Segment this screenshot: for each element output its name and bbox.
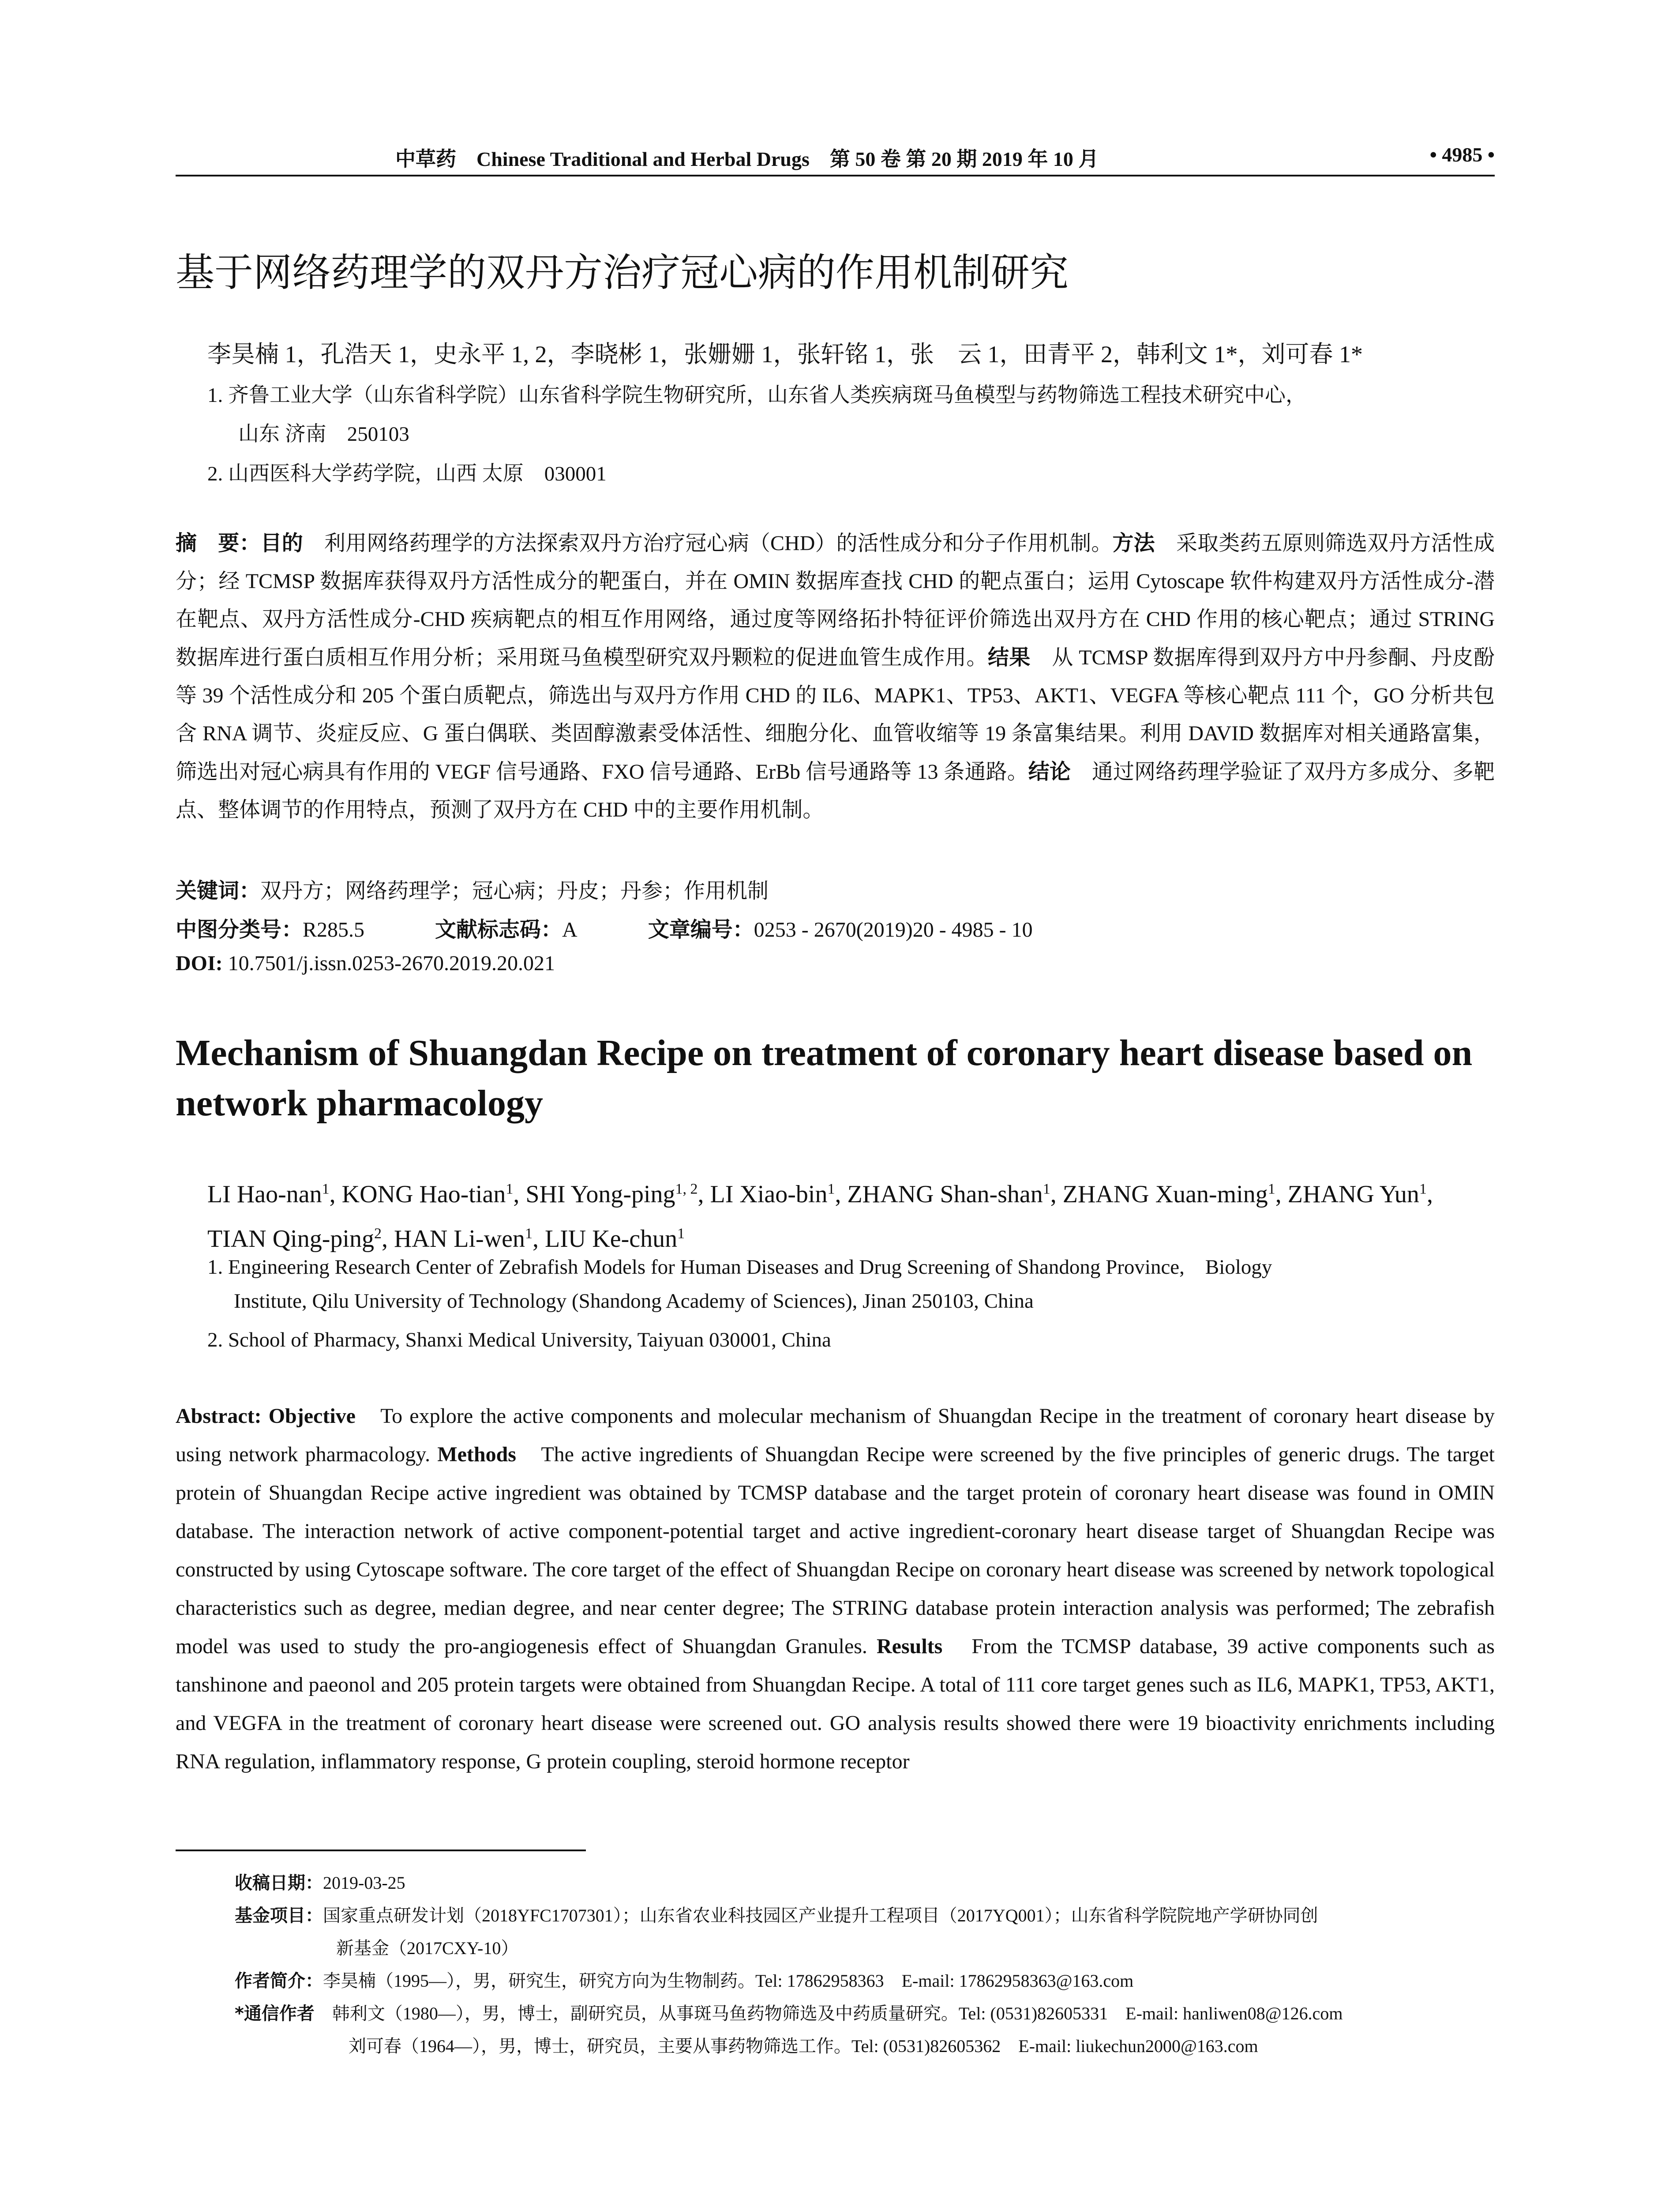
received-label: 收稿日期： (235, 1873, 323, 1893)
cn-objective-text: 利用网络药理学的方法探索双丹方治疗冠心病（CHD）的活性成分和分子作用机制。 (303, 532, 1113, 555)
en-author-4: LI Xiao-bin$^1$, (710, 1180, 848, 1208)
doi-value: 10.7501/j.issn.0253-2670.2019.20.021 (228, 952, 555, 975)
en-title: Mechanism of Shuangdan Recipe on treatment of coronary heart disease based on network pharmacology (176, 1032, 1473, 1124)
cn-title: 基于网络药理学的双丹方治疗冠心病的作用机制研究 (176, 250, 1069, 295)
en-methods-text: The active ingredients of Shuangdan Recipe were screened by the five principles of generic drugs. The target protein of Shuangdan Recipe active ingredient was obtained by TCMSP database and the target protein of coronary heart disease was found in OMIN database. The interaction network of active component-potential target and active ingredient-coronary heart disease target of Shuangdan Recipe was constructed by using Cytoscape software. The core target of the effect of Shuangdan Recipe on coronary heart disease was screened by network topological characteristics such as degree, median degree, and near center degree; The STRING database protein interaction analysis was performed; The zebrafish model was used to study the pro-angiogenesis effect of Shuangdan Granules. (176, 1443, 1495, 1658)
footnote-corresponding-2: 刘可春（1964—），男，博士，研究员，主要从事药物筛选工作。Tel: (0531)82605362 E-mail: liukechun2000@163.com (349, 2036, 1258, 2056)
en-results-text: From the TCMSP database, 39 active components such as tanshinone and paeonol and 205 protein targets were obtained from Shuangdan Recipe. A total of 111 core target genes such as IL6, MAPK1, TP53, AKT1, and VEGFA in the treatment of coronary heart disease were screened out. GO analysis results showed there were 19 bioactivity enrichments including RNA regulation, inflammatory response, G protein coupling, steroid hormone receptor (176, 1635, 1495, 1773)
en-author-1: LI Hao-nan$^1$, (207, 1180, 342, 1208)
en-author-6: ZHANG Xuan-ming$^1$, (1062, 1180, 1288, 1208)
corresponding-1: 韩利文（1980—），男，博士，副研究员，从事斑马鱼药物筛选及中药质量研究。Tel: (0531)82605331 E-mail: hanliwen08@126.com (332, 2003, 1343, 2023)
cn-methods-label: 方法 (1112, 531, 1155, 555)
fund-text: 国家重点研发计划（2018YFC1707301）；山东省农业科技园区产业提升工程项目（2017YQ001）；山东省科学院院地产学研协同创 (323, 1906, 1318, 1925)
article-no-value: 0253 - 2670(2019)20 - 4985 - 10 (754, 918, 1033, 942)
cn-results-text: 从 TCMSP 数据库得到双丹方中丹参酮、丹皮酚等 39 个活性成分和 205 个蛋白质靶点，筛选出与双丹方作用 CHD 的 IL6、MAPK1、TP53、AKT1、VEGFA 等核心靶点 111 个，GO 分析共包含 RNA 调节、炎症反应、G 蛋白偶联、类固醇激素受体活性、细胞分化、血管收缩等 19 条富集结果。利用 DAVID 数据库对相关通路富集，筛选出对冠心病具有作用的 VEGF 信号通路、FXO 信号通路、ErBb 信号通路等 13 条通路。 (176, 646, 1495, 784)
en-abstract-label: Abstract: Objective (176, 1404, 356, 1428)
clc-value: R285.5 (303, 918, 365, 942)
footnote-received (235, 1869, 405, 1894)
en-abstract (176, 1397, 1495, 1781)
cn-affiliation-1-cont: 山东 济南 250103 (238, 423, 409, 446)
en-affiliation-1-cont: Institute, Qilu University of Technology (Shandong Academy of Sciences), Jinan 250103, China (234, 1290, 1034, 1313)
cn-objective-label: 目的 (260, 531, 303, 555)
fund-label: 基金项目： (235, 1906, 323, 1926)
cn-methods-text: 采取类药五原则筛选双丹方活性成分；经 TCMSP 数据库获得双丹方活性成分的靶蛋白，并在 OMIN 数据库查找 CHD 的靶点蛋白；运用 Cytoscape 软件构建双丹方活性成分-潜在靶点、双丹方活性成分-CHD 疾病靶点的相互作用网络，通过度等网络拓扑特征评价筛选出双丹方在 CHD 作用的核心靶点；通过 STRING 数据库进行蛋白质相互作用分析；采用斑马鱼模型研究双丹颗粒的促进血管生成作用。 (176, 532, 1495, 669)
cn-authors: 李昊楠 1，孔浩天 1，史永平 1, 2，李晓彬 1，张姗姗 1，张轩铭 1，张 云 1，田青平 2，韩利文 1*，刘可春 1* (207, 341, 1363, 368)
en-author-3: SHI Yong-ping$^{1, 2}$, (525, 1180, 710, 1208)
received-value: 2019-03-25 (323, 1873, 405, 1893)
page-number: • 4985 • (1429, 143, 1495, 166)
author-text: 李昊楠（1995—），男，研究生，研究方向为生物制药。Tel: 17862958363 E-mail: 17862958363@163.com (323, 1971, 1134, 1991)
en-affiliation-1: 1. Engineering Research Center of Zebrafish Models for Human Diseases and Drug Screening of Shandong Province, Biology (207, 1256, 1272, 1279)
en-author-9: HAN Li-wen$^1$, (394, 1225, 545, 1253)
article-no-label: 文章编号： (648, 917, 754, 942)
en-authors (207, 1169, 1487, 1259)
cn-abstract (176, 524, 1495, 829)
corresponding-label: *通信作者 (235, 2003, 315, 2024)
clc-label: 中图分类号： (176, 917, 303, 942)
journal-header: 中草药 Chinese Traditional and Herbal Drugs 第 50 卷 第 20 期 2019 年 10 月 (395, 148, 1099, 170)
doi-line (176, 951, 555, 975)
cn-affiliation-1: 1. 齐鲁工业大学（山东省科学院）山东省科学院生物研究所，山东省人类疾病斑马鱼模型与药物筛选工程技术研究中心， (207, 384, 1306, 407)
en-results-label: Results (876, 1635, 943, 1658)
footnote-fund (235, 1902, 1318, 1927)
en-author-2: KONG Hao-tian$^1$, (341, 1180, 526, 1208)
author-label: 作者简介： (235, 1971, 323, 1991)
cn-conclusion-label: 结论 (1028, 759, 1071, 784)
cn-keywords-label: 关键词： (176, 878, 261, 903)
en-author-5: ZHANG Shan-shan$^1$, (847, 1180, 1063, 1208)
cn-affiliation-2: 2. 山西医科大学药学院，山西 太原 030001 (207, 462, 607, 485)
running-header (176, 140, 1495, 176)
footnote-rule (176, 1850, 586, 1851)
doccode-label: 文献标志码： (435, 917, 562, 942)
en-methods-label: Methods (437, 1443, 516, 1466)
cn-classification-line (176, 912, 1033, 943)
footnote-author (235, 1967, 1133, 1992)
cn-abstract-label: 摘 要： (176, 531, 261, 555)
en-author-7: ZHANG Yun$^1$, (1287, 1180, 1433, 1208)
footnote-fund-cont: 新基金（2017CXY-10） (336, 1938, 519, 1958)
en-affiliation-2: 2. School of Pharmacy, Shanxi Medical University, Taiyuan 030001, China (207, 1328, 831, 1351)
cn-keywords (176, 874, 769, 904)
cn-conclusion-text: 通过网络药理学验证了双丹方多成分、多靶点、整体调节的作用特点，预测了双丹方在 CHD 中的主要作用机制。 (176, 760, 1495, 822)
en-objective-text: To explore the active components and molecular mechanism of Shuangdan Recipe in the treatment of coronary heart disease by using network pharmacology. (176, 1404, 1495, 1466)
doi-label: DOI: (176, 952, 223, 975)
en-author-10: LIU Ke-chun$^1$ (545, 1225, 685, 1253)
cn-keywords-text: 双丹方；网络药理学；冠心病；丹皮；丹参；作用机制 (260, 879, 769, 903)
cn-results-label: 结果 (987, 645, 1031, 670)
header-rule (176, 175, 1495, 176)
en-author-8: TIAN Qing-ping$^2$, (207, 1225, 394, 1253)
doccode-value: A (562, 918, 578, 942)
footnote-corresponding (235, 2000, 1342, 2025)
